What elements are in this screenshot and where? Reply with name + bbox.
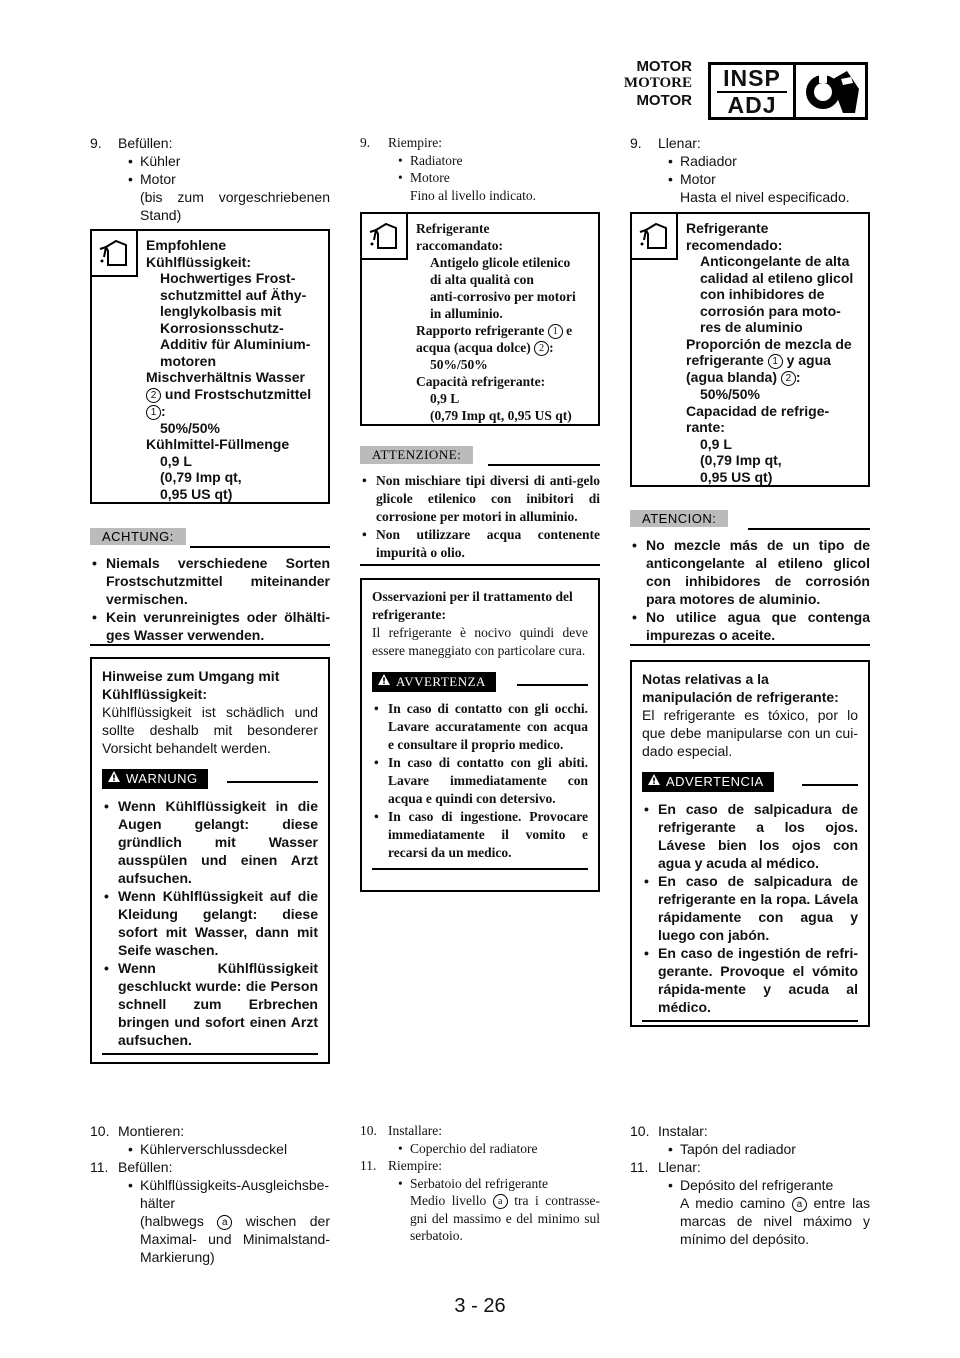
list-item: • No utilice agua que contenga impurezas o aceite.: [630, 608, 870, 644]
de-coolant-handling-box: [90, 657, 330, 1064]
page-number: 3 - 26: [454, 1295, 506, 1317]
list-item: • Motore: [360, 169, 600, 187]
list-item: • En caso de ingestión de refri-gerante. Provoque el vómito rápida-mente y acuda al médico.: [642, 944, 858, 1016]
list-item: • Depósito del refrigerante: [630, 1176, 870, 1194]
es-coolant-handling-box: [630, 660, 870, 1027]
list-item: • In caso di ingestione. Provocare immediatamente il vomito e recarsi da un medico.: [372, 808, 588, 862]
it-caution-block: [360, 446, 600, 560]
de-step9-title: Befüllen:: [118, 135, 173, 151]
it-step9: 9. Riempire: • Radiatore • Motore Fino al livello indicato.: [360, 134, 600, 204]
list-item: • Serbatoio del refrigerante: [360, 1175, 600, 1193]
caution-label: ATTENZIONE:: [360, 446, 473, 464]
es-steps-10-11: 10. Instalar: • Tapón del radiador 11. Llenar: • Depósito del refrigerante A medio camino a entre las marcas de nivel máximo y mínimo del depósito.: [630, 1122, 870, 1248]
list-item: • Niemals verschiedene Sorten Frostschutzmittel miteinander vermischen.: [90, 554, 330, 608]
hint-text: El refrigerante es tóxico, por lo que debe manipularse con un cui-dado especial.: [642, 707, 858, 759]
list-item: • Kühlerverschlussdeckel: [90, 1140, 330, 1158]
list-item: • Tapón del radiador: [630, 1140, 870, 1158]
warning-icon: [108, 771, 120, 783]
coolant-can-icon: [362, 214, 408, 260]
list-item: • Non mischiare tipi diversi di anti-gelo glicole etilenico con inibitori di corrosione per motori in alluminio.: [360, 472, 600, 526]
hint-title: Hinweise zum Umgang mit Kühlflüssigkeit:: [102, 668, 280, 702]
list-item: • In caso di contatto con gli abiti. Lavare immediatamente con acqua e quindi con detersivo.: [372, 754, 588, 808]
coolant-can-icon: [632, 214, 678, 260]
list-item: • Radiatore: [360, 152, 600, 170]
section-title-it: MOTORE: [623, 75, 692, 91]
hint-title: Osservazioni per il trattamento del refrigerante:: [372, 589, 573, 622]
de-steps-10-11: 10. Montieren: • Kühlerverschlussdeckel 11. Befüllen: • Kühlflüssigkeits-Ausgleichsbe-hälter (halbwegs a wischen der Maximal- und Minimalstand-Markierung): [90, 1122, 330, 1266]
warning-icon: [378, 674, 390, 686]
es-coolant-spec-box: Refrigerante recomendado: Anticongelante de alta calidad al etileno glicol con inhibidores de corrosión para moto- res de aluminio Proporción de mezcla de refrigerante 1 y agua (agua blanda) 2 : 50%/50% Capacidad de refrige- rante: 0,9 L (0,79 Imp qt, 0,95 US qt): [630, 212, 870, 487]
list-item: • En caso de salpicadura de refrigerante a los ojos. Lávese bien los ojos con agua y acuda al médico.: [642, 800, 858, 872]
list-item: • Non utilizzare acqua contenente impurità o olio.: [360, 526, 600, 562]
warning-icon: [648, 774, 660, 786]
it-coolant-handling-box: [360, 578, 600, 892]
wrench-icon: [797, 67, 865, 117]
section-titles: [624, 58, 692, 109]
list-item: • En caso de salpicadura de refrigerante en la ropa. Lávela rápidamente con agua y luego con jabón.: [642, 872, 858, 944]
hint-title: Notas relativas a la manipulación de refrigerante:: [642, 671, 839, 705]
list-item: • In caso di contatto con gli occhi. Lavare accuratamente con acqua e consultare il proprio medico.: [372, 700, 588, 754]
badge-adj: ADJ: [727, 92, 777, 118]
list-item: • Kühler: [90, 152, 330, 170]
list-item: • No mezcle más de un tipo de anticongelante al etileno glicol con inhibidores de corrosión para motores de aluminio.: [630, 536, 870, 608]
list-item: • Radiador: [630, 152, 870, 170]
de-step9-note: (bis zum vorgeschriebenen Stand): [140, 189, 330, 223]
hint-text: Il refrigerante è nocivo quindi deve essere maneggiato con particolare cura.: [372, 625, 588, 658]
es-caution-block: [630, 510, 870, 643]
badge-insp: INSP: [723, 65, 781, 91]
caution-label: ATENCION:: [630, 510, 728, 527]
it-coolant-spec-box: Refrigerante raccomandato: Antigelo glicole etilenico di alta qualità con anti-corrosivo per motori in alluminio. Rapporto refrigerante 1 e acqua (acqua dolce) 2 : 50%/50% Capacità refrigerante: 0,9 L (0,79 Imp qt, 0,95 US qt): [360, 212, 600, 426]
caution-label: ACHTUNG:: [90, 528, 186, 545]
list-item: • Motor: [630, 170, 870, 188]
list-item: • Wenn Kühlflüssigkeit in die Augen gelangt: diese gründlich mit Wasser ausspülen und einen Arzt aufsuchen.: [102, 797, 318, 887]
it-steps-10-11: 10. Installare: • Coperchio del radiatore 11. Riempire: • Serbatoio del refrigerante Medio livello a tra i contrasse-gni del massimo e del minimo sul serbatoio.: [360, 1122, 600, 1245]
list-item: • Wenn Kühlflüssigkeit auf die Kleidung gelangt: diese sofort mit Wasser, dann mit Seife waschen.: [102, 887, 318, 959]
list-item: • Wenn Kühlflüssigkeit geschluckt wurde: die Person schnell zum Erbrechen bringen und sofort einen Arzt aufsuchen.: [102, 959, 318, 1049]
es-step9: 9. Llenar: • Radiador • Motor Hasta el nivel especificado.: [630, 134, 870, 206]
de-coolant-spec-box: Empfohlene Kühlflüssigkeit: Hochwertiges Frost- schutzmittel auf Äthy- lenglykolbasis mit Korrosionsschutz- Additiv für Aluminium- motoren Mischverhältnis Wasser 2 und Frostschutzmittel 1 : 50%/50% Kühlmittel-Füllmenge 0,9 L (0,79 Imp qt, 0,95 US qt): [90, 229, 330, 504]
warning-label: WARNUNG: [102, 769, 208, 789]
list-item: • Kein verunreinigtes oder ölhälti-ges Wasser verwenden.: [90, 608, 330, 644]
de-step9: 9. Befüllen: • Kühler • Motor (bis zum vorgeschriebenen Stand): [90, 134, 330, 224]
de-caution-block: [90, 528, 330, 643]
list-item: • Kühlflüssigkeits-Ausgleichsbe-hälter: [90, 1176, 330, 1212]
list-item: • Motor: [90, 170, 330, 188]
section-title-es: MOTOR: [636, 92, 692, 109]
insp-adj-badge: [708, 62, 868, 120]
warning-label: ADVERTENCIA: [642, 772, 774, 792]
list-item: • Coperchio del radiatore: [360, 1140, 600, 1158]
hint-text: Kühlflüssigkeit ist schädlich und sollte deshalb mit besonderer Vorsicht behandelt werden.: [102, 704, 318, 756]
coolant-can-icon: [92, 231, 138, 277]
warning-label: AVVERTENZA: [372, 672, 496, 692]
section-title-de: MOTOR: [636, 58, 692, 75]
